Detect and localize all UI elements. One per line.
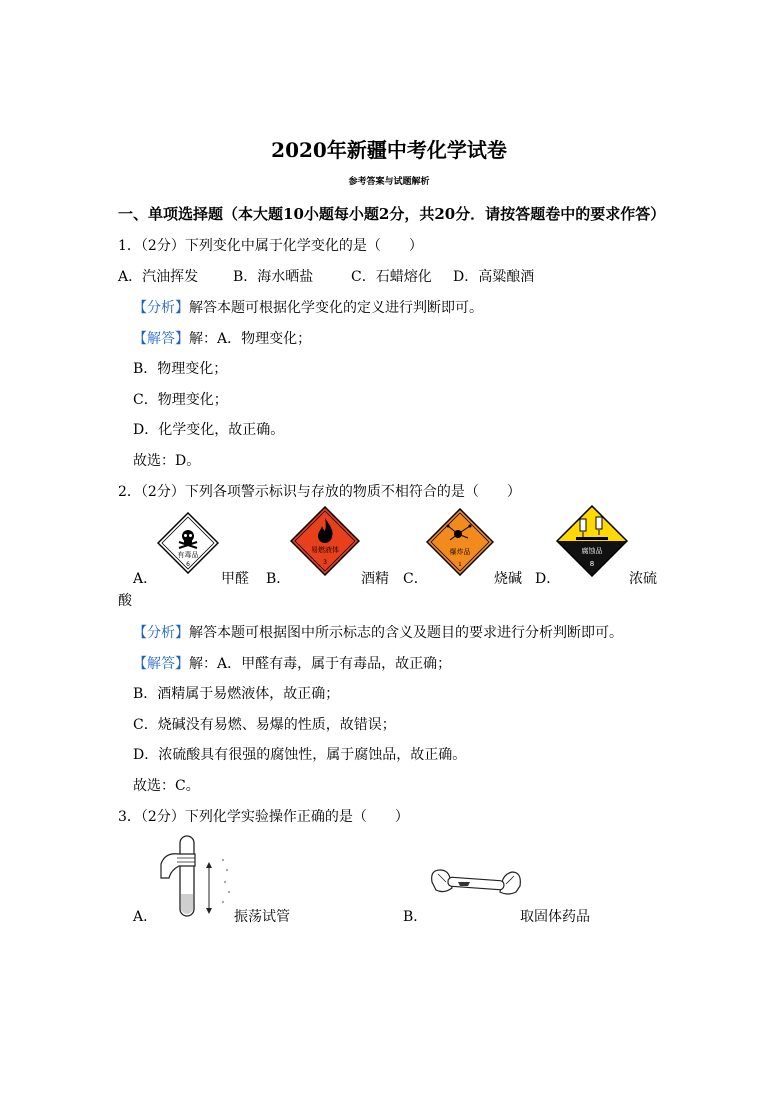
q3-option-a-label: 振荡试管	[234, 909, 290, 925]
q1-answer-tag: 【解答】	[133, 331, 189, 347]
sign-number: 1	[458, 562, 462, 568]
q2-option-b-letter: B．	[266, 571, 291, 587]
sign-label: 爆炸品	[449, 548, 471, 556]
q1-answer-line: 故选：D。	[133, 453, 201, 469]
q2-analysis-text: 解答本题可根据图中所示标志的含义及题目的要求进行分析判断即可。	[189, 625, 623, 641]
q1-option-d: D．高粱酿酒	[453, 269, 535, 285]
q3-option-b-label: 取固体药品	[520, 909, 590, 925]
q2-option-a-letter: A．	[133, 571, 158, 587]
page-subtitle: 参考答案与试题解析	[348, 177, 430, 187]
q1-answer-line: D．化学变化，故正确。	[133, 422, 285, 438]
q1-option-c: C．石蜡熔化	[351, 269, 432, 285]
shake-test-tube-illustration	[153, 830, 243, 922]
q2-option-c-letter: C．	[403, 571, 428, 587]
q2-option-a-substance: 甲醛	[221, 571, 249, 587]
sign-label: 腐蚀品	[581, 547, 603, 555]
q1-answer-line: C．物理变化；	[133, 392, 228, 408]
sign-number: 8	[589, 560, 595, 568]
q1-answer-line: 解：A．物理变化；	[189, 331, 312, 347]
q2-analysis-tag: 【分析】	[133, 625, 189, 641]
q1-option-b: B．海水晒盐	[233, 269, 314, 285]
q2-analysis	[133, 622, 623, 642]
q1-analysis-text: 解答本题可根据化学变化的定义进行判断即可。	[189, 300, 483, 316]
sign-label: 有毒品	[177, 551, 199, 559]
corrosive-sign	[556, 505, 628, 577]
q1-analysis	[133, 297, 483, 317]
q2-answer-line: 故选：C。	[133, 778, 200, 794]
sign-number: 3	[323, 559, 327, 566]
take-solid-medicine-illustration	[428, 862, 524, 906]
q2-answer-tag: 【解答】	[133, 656, 189, 672]
q2-option-d-letter: D．	[535, 571, 561, 587]
q2-answer	[133, 653, 451, 673]
q3-option-b-letter: B．	[403, 909, 428, 925]
section-heading: 一、单项选择题（本大题10小题每小题2分，共20分．请按答题卷中的要求作答）	[118, 205, 666, 223]
q3-option-a-letter: A．	[133, 909, 158, 925]
sign-label: 易燃液体	[311, 546, 339, 554]
q2-option-c-substance: 烧碱	[494, 571, 522, 587]
flammable-liquid-sign	[290, 506, 360, 576]
q1-stem: 1．（2分）下列变化中属于化学变化的是（ ）	[118, 238, 423, 254]
q1-answer-line: B．物理变化；	[133, 361, 228, 377]
q2-answer-line: B．酒精属于易燃液体，故正确；	[133, 686, 340, 702]
q3-stem: 3．（2分）下列化学实验操作正确的是（ ）	[118, 809, 409, 825]
q2-option-d-substance: 浓硫	[629, 571, 657, 587]
q1-option-a: A．汽油挥发	[118, 269, 199, 285]
q2-option-d-wrap: 酸	[118, 593, 132, 609]
q2-answer-line: D．浓硫酸具有很强的腐蚀性，属于腐蚀品，故正确。	[133, 747, 467, 763]
q1-options	[118, 266, 534, 286]
q2-answer-line: 解：A．甲醛有毒，属于有毒品，故正确；	[189, 656, 452, 672]
q2-stem: 2．（2分）下列各项警示标识与存放的物质不相符合的是（ ）	[118, 484, 521, 500]
sign-number: 6	[186, 561, 190, 568]
q1-analysis-tag: 【分析】	[133, 300, 189, 316]
q1-answer	[133, 328, 311, 348]
q2-option-b-substance: 酒精	[361, 571, 389, 587]
page-title: 2020年新疆中考化学试卷	[271, 138, 507, 162]
q2-answer-line: C．烧碱没有易燃、易爆的性质，故错误；	[133, 717, 396, 733]
explosive-sign	[426, 508, 494, 576]
toxic-hazard-sign	[157, 512, 219, 574]
